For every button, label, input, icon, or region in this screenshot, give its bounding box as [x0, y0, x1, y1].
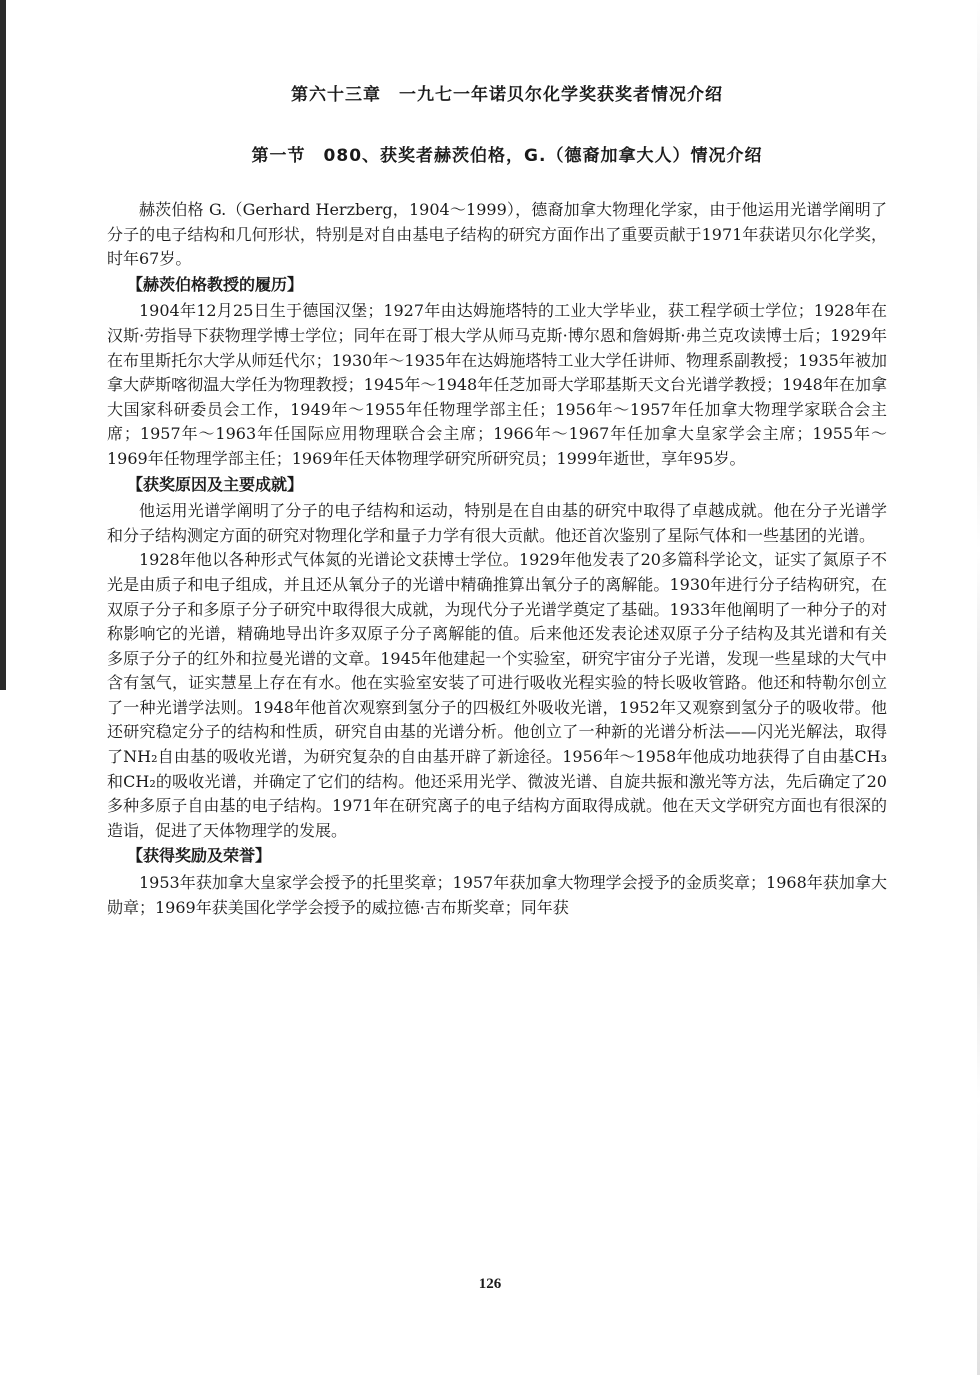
achievements-paragraph-2: 1928年他以各种形式气体氮的光谱论文获博士学位。1929年他发表了20多篇科学论文，证实了氮原子不光是由质子和电子组成，并且还从氧分子的光谱中精确推算出氧分子的离解能。1930年进行分子结构研究，在双原子分子和多原子分子研究中取得很大成就，为现代分子光谱学奠定了基础。1933年他阐明了一种分子的对称影响它的光谱，精确地导出许多双原子分子离解能的值。后来他还发表论述双原子分子结构及其光谱和有关多原子分子的红外和拉曼光谱的文章。1945年他建起一个实验室，研究宇宙分子光谱，发现一些星球的大气中含有氢气，证实慧星上存在有水。他在实验室安装了可进行吸收光程实验的特长吸收管路。他还和特勒尔创立了一种光谱学法则。1948年他首次观察到氢分子的四极红外吸收光谱，1952年又观察到氢分子的吸收带。他还研究稳定分子的结构和性质，研究自由基的光谱分析。他创立了一种新的光谱分析法——闪光光解法，取得了NH₂自由基的吸收光谱，为研究复杂的自由基开辟了新途径。1956年～1958年他成功地获得了自由基CH₃和CH₂的吸收光谱，并确定了它们的结构。他还采用光学、微波光谱、自旋共振和激光等方法，先后确定了20多种多原子自由基的电子结构。1971年在研究离子的电子结构方面取得成就。他在天文学研究方面也有很深的造诣，促进了天体物理学的发展。: [107, 550, 887, 840]
section-title: 第一节 080、获奖者赫茨伯格，G.（德裔加拿大人）情况介绍: [251, 146, 763, 166]
intro-paragraph: 赫茨伯格 G.（Gerhard Herzberg，1904～1999），德裔加拿大物理化学家，由于他运用光谱学阐明了分子的电子结构和几何形状，特别是对自由基电子结构的研究方面作出了重要贡献于1971年获诺贝尔化学奖，时年67岁。: [107, 200, 887, 269]
achievements-paragraph-1: 他运用光谱学阐明了分子的电子结构和运动，特别是在自由基的研究中取得了卓越成就。他在分子光谱学和分子结构测定方面的研究对物理化学和量子力学有很大贡献。他还首次鉴别了星际气体和一些基团的光谱。: [107, 501, 887, 545]
page-number: 126: [478, 1276, 502, 1292]
honors-heading: 【获得奖励及荣誉】: [127, 846, 272, 866]
resume-heading: 【赫茨伯格教授的履历】: [127, 274, 304, 294]
achievements-heading: 【获奖原因及主要成就】: [127, 474, 304, 494]
chapter-title: 第六十三章 一九七一年诺贝尔化学奖获奖者情况介绍: [291, 85, 723, 105]
scan-shadow-left: [0, 0, 6, 690]
resume-paragraph: 1904年12月25日生于德国汉堡；1927年由达姆施塔特的工业大学毕业，获工程学硕士学位；1928年在汉斯·劳指导下获物理学博士学位；同年在哥丁根大学从师马克斯·博尔恩和詹姆斯·弗兰克攻读博士后；1929年在布里斯托尔大学从师廷代尔；1930年～1935年在达姆施塔特工业大学任讲师、物理系副教授；1935年被加拿大萨斯喀彻温大学任为物理教授；1945年～1948年任芝加哥大学耶基斯天文台光谱学教授；1948年在加拿大国家科研委员会工作，1949年～1955年任物理学部主任；1956年～1957年任加拿大物理学家联合会主席；1957年～1963年任国际应用物理联合会主席；1966年～1967年任加拿大皇家学会主席；1955年～1969年任物理学部主任；1969年任天体物理学研究所研究员；1999年逝世，享年95岁。: [107, 301, 887, 468]
honors-paragraph: 1953年获加拿大皇家学会授予的托里奖章；1957年获加拿大物理学会授予的金质奖章；1968年获加拿大勋章；1969年获美国化学学会授予的威拉德·吉布斯奖章；同年获: [107, 873, 887, 917]
document-page: [107, 80, 887, 920]
